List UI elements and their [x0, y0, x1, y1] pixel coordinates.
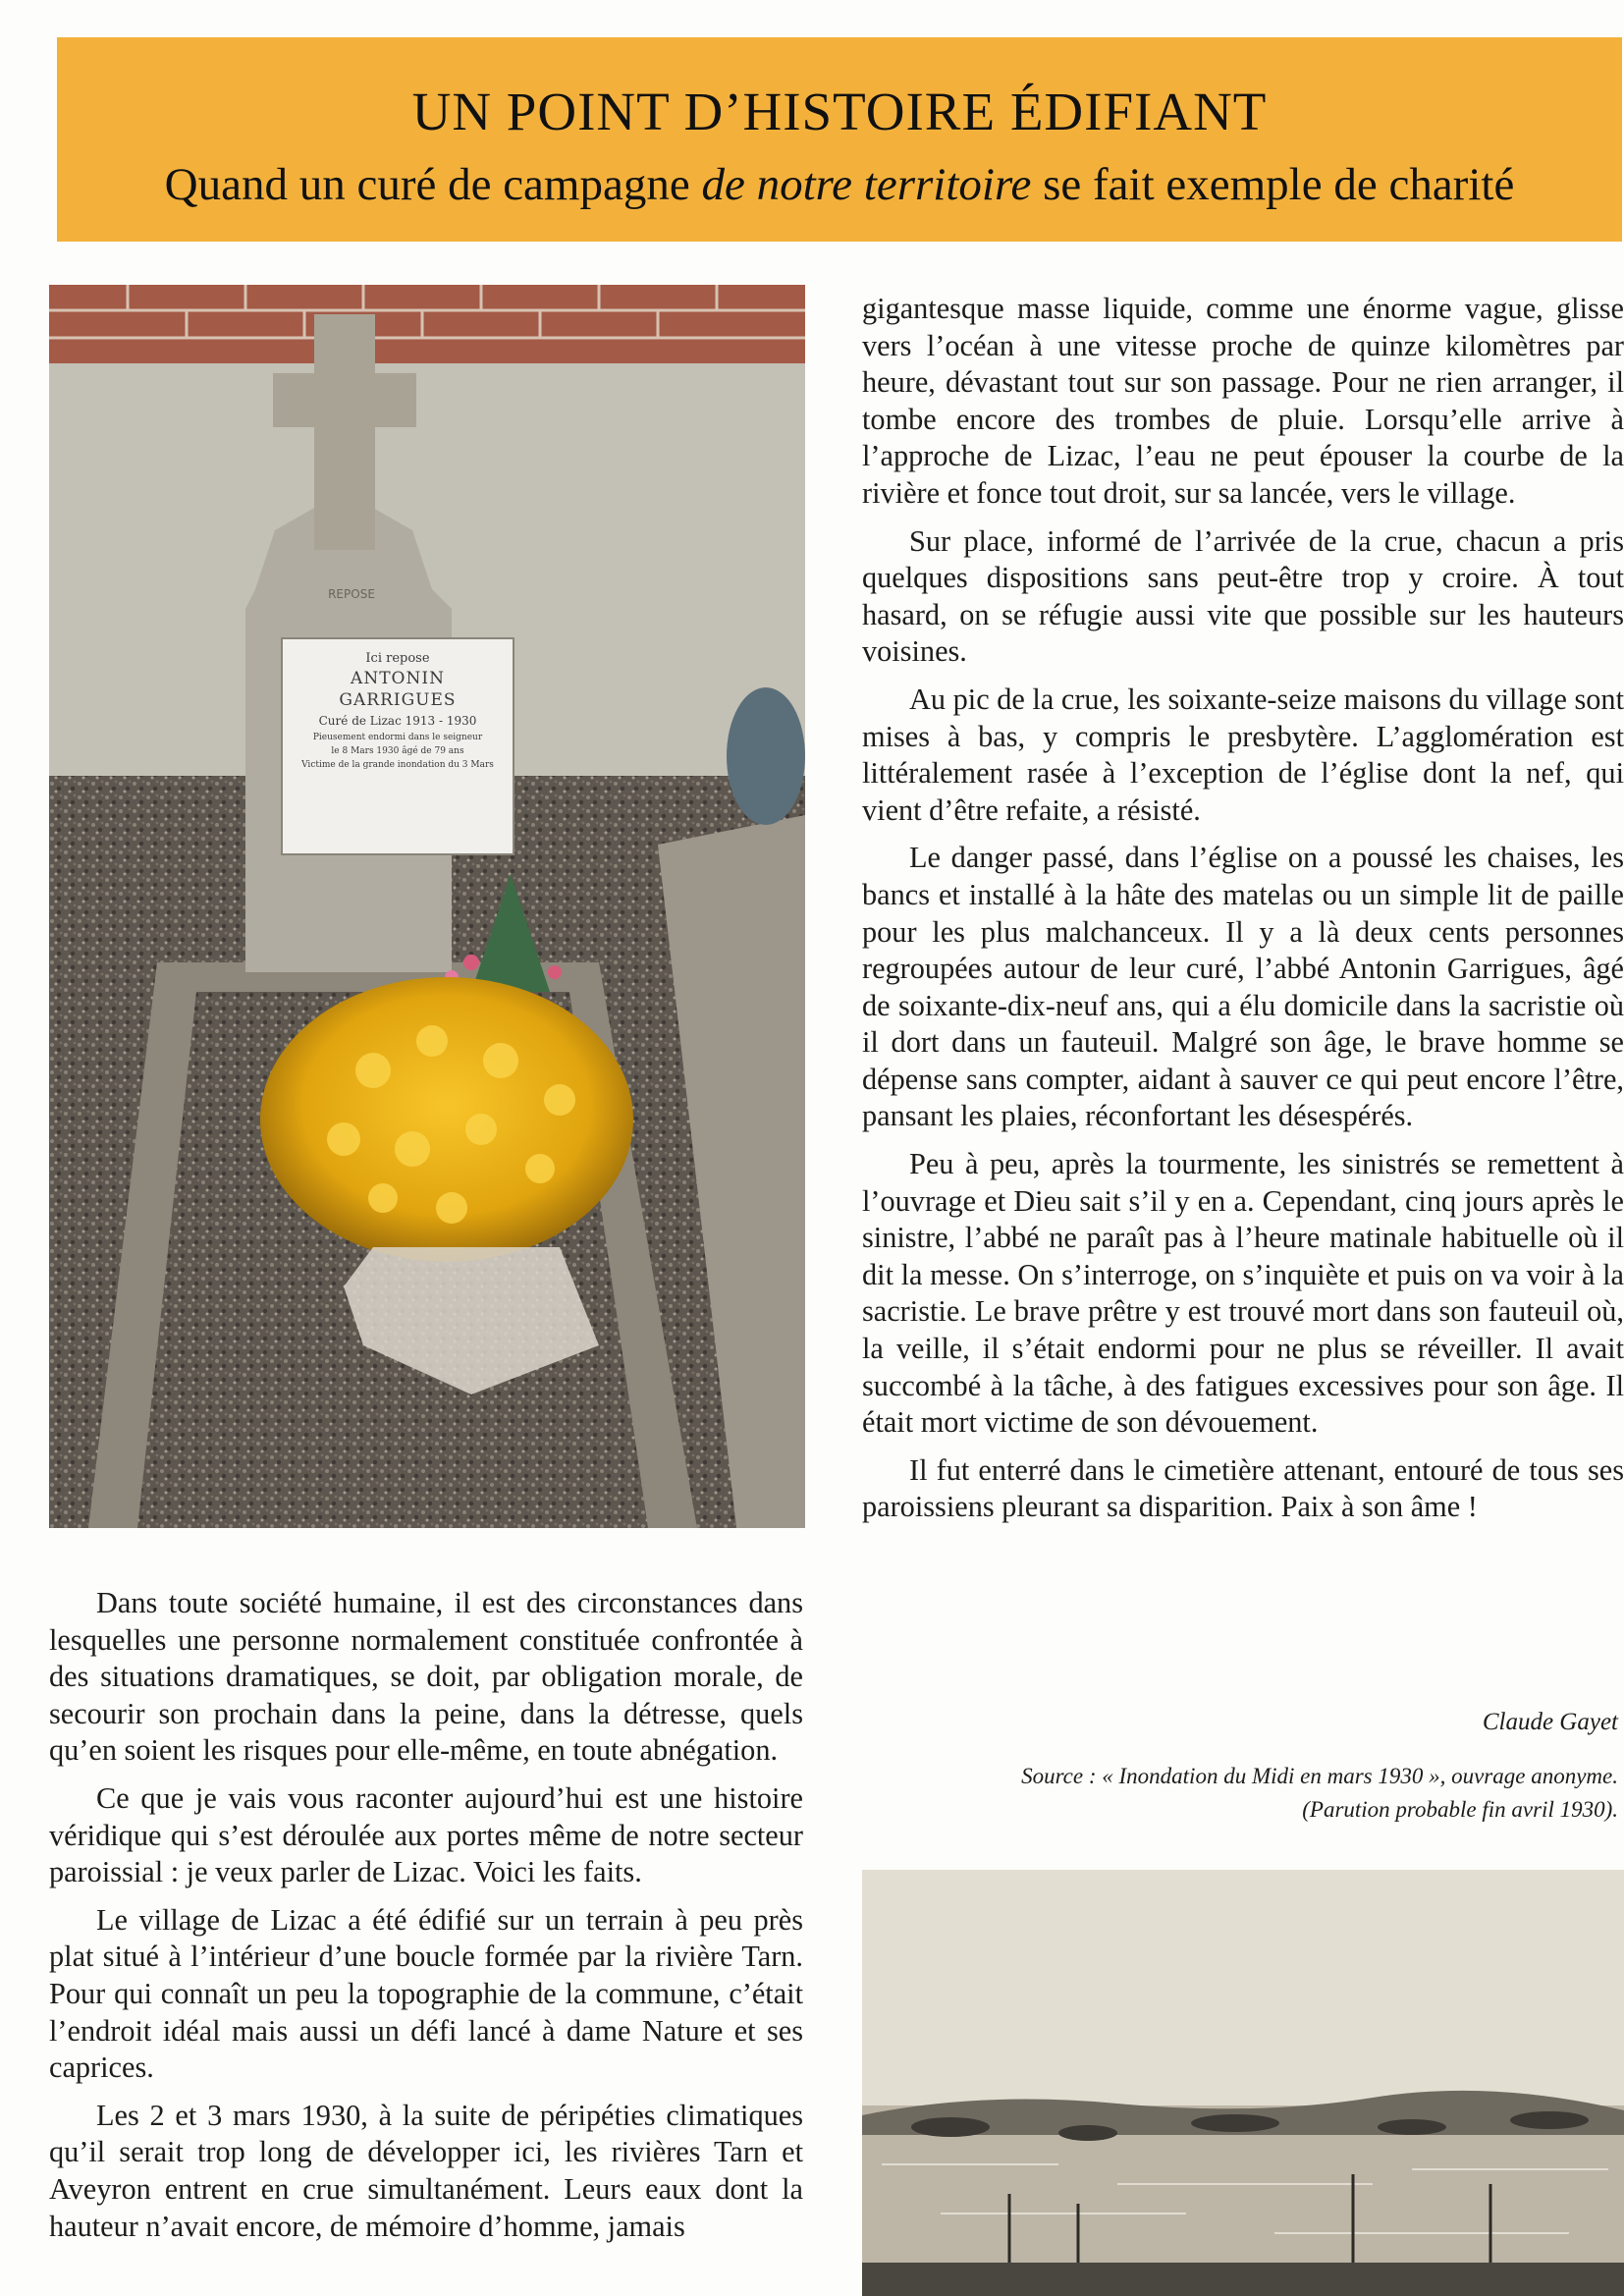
page-subtitle [57, 155, 1622, 214]
paragraph: Dans toute société humaine, il est des circonstances dans lesquelles une personne normalement constituée confrontée à des situations dramatiques, se doit, par obligation morale, de secourir son prochain dans la peine, dans la détresse, quels qu’en soient les risques pour elle-même, en toute abnégation. [49, 1586, 803, 1768]
plaque-line-7: Victime de la grande inondation du 3 Mars [301, 760, 494, 770]
paragraph: gigantesque masse liquide, comme une énorme vague, glisse vers l’océan à une vitesse proche de quinze kilomètres par heure, dévastant tout sur son passage. Pour ne rien arranger, il tombe encore des trombes de pluie. Lorsqu’elle arrive à l’approche de Lizac, l’eau ne peut épouser la courbe de la rivière et fonce tout droit, sur sa lancée, vers le village. [862, 292, 1624, 510]
article-right-column [862, 291, 1624, 1537]
subtitle-part-1: Quand un curé de campagne [164, 159, 702, 210]
stone-engraving: REPOSE [328, 587, 375, 601]
paragraph: Ce que je vais vous raconter aujourd’hui est une histoire véridique qui s’est déroulée aux portes même de notre secteur paroissial : je veux parler de Lizac. Voici les faits. [49, 1780, 803, 1889]
paragraph: Le danger passé, dans l’église on a poussé les chaises, les bancs et installé à la hâte des matelas ou un simple lit de paille pour les plus malchanceux. Il y a là deux cents personnes regroupées autour de leur curé, l’abbé Antonin Garrigues, âgé de soixante-dix-neuf ans, qui a élu domicile dans la sacristie où il dort dans un fauteuil. Malgré son âge, le brave homme se dépense sans compter, aidant à sauver ce qui peut encore l’être, pansant les plaies, réconfortant les désespérés. [862, 841, 1624, 1133]
subtitle-italic: de notre territoire [701, 159, 1032, 210]
source-line-2: (Parution probable fin avril 1930). [1302, 1797, 1618, 1822]
plaque-line-5: Pieusement endormi dans le seigneur [312, 733, 483, 742]
paragraph: Le village de Lizac a été édifié sur un terrain à peu près plat situé à l’intérieur d’une boucle formée par la rivière Tarn. Pour qui connaît un peu la topographie de la commune, c’était l’endroit idéal mais aussi un défi lancé à dame Nature et ses caprices. [49, 1902, 803, 2085]
grave-plaque [282, 650, 514, 772]
plaque-line-1: Ici repose [365, 651, 430, 666]
article-left-column [49, 1585, 803, 2256]
grave-photo-illustration [49, 285, 805, 1528]
flood-photo-illustration [862, 1870, 1624, 2296]
paragraph: Il fut enterré dans le cimetière attenant, entouré de tous ses paroissiens pleurant sa disparition. Paix à son âme ! [862, 1452, 1624, 1524]
paragraph: Au pic de la crue, les soixante-seize maisons du village sont mises à bas, y compris le presbytère. L’agglomération est littéralement rasée à l’exception de l’église dont la nef, qui vient d’être refaite, a résisté. [862, 682, 1624, 827]
plaque-line-3: GARRIGUES [339, 690, 457, 710]
paragraph: Peu à peu, après la tourmente, les sinistrés se remettent à l’ouvrage et Dieu sait s’il y en a. Cependant, cinq jours après le sinistre, l’abbé ne paraît pas à l’heure matinale habituelle où il dit la messe. On s’interroge, on s’inquiète et puis on va voir à la sacristie. Le brave prêtre y est trouvé mort dans son fauteuil où, la veille, il s’était endormi pour ne plus se réveiller. Il avait succombé à la tâche, à des fatigues excessives pour son âge. Il était mort victime de son dévouement. [862, 1147, 1624, 1440]
plaque-line-4: Curé de Lizac 1913 - 1930 [318, 714, 477, 728]
grave-photo [49, 285, 805, 1528]
source-line-1: Source : « Inondation du Midi en mars 1930 », ouvrage anonyme. [1021, 1764, 1618, 1788]
flood-photo [862, 1870, 1624, 2296]
page-title: UN POINT D’HISTOIRE ÉDIFIANT [411, 82, 1268, 141]
plaque-line-2: ANTONIN [351, 669, 445, 688]
paragraph: Sur place, informé de l’arrivée de la crue, chacun a pris quelques dispositions sans peut-être trop y croire. À tout hasard, on se réfugie aussi vite que possible sur les hauteurs voisines. [862, 523, 1624, 669]
subtitle-part-2: se fait exemple de charité [1031, 159, 1515, 210]
paragraph: Les 2 et 3 mars 1930, à la suite de péripéties climatiques qu’il serait trop long de développer ici, les rivières Tarn et Aveyron entrent en crue simultanément. Leurs eaux dont la hauteur n’avait encore, de mémoire d’homme, jamais [49, 2098, 803, 2243]
plaque-line-6: le 8 Mars 1930 âgé de 79 ans [331, 746, 464, 756]
title-banner [57, 37, 1622, 242]
author-signature: Claude Gayet [1482, 1709, 1618, 1735]
